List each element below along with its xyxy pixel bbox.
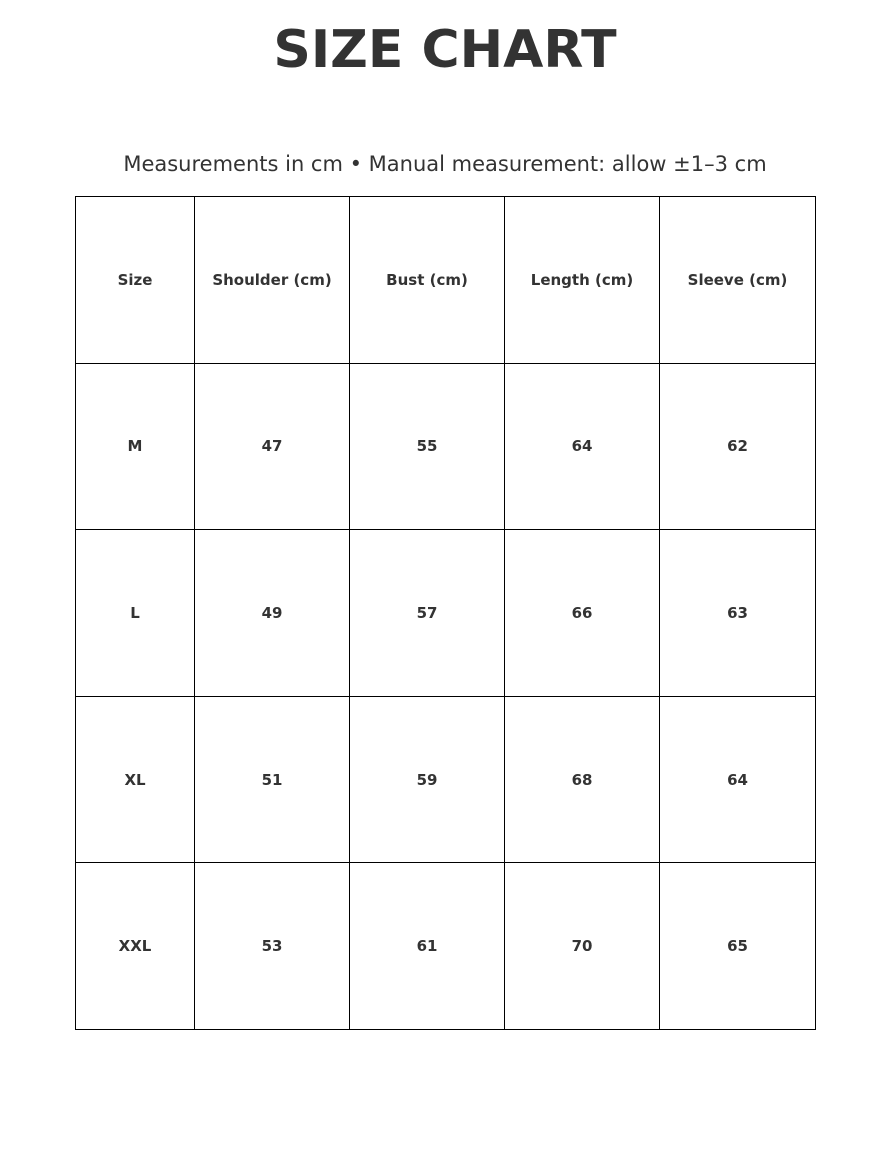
table-row	[76, 530, 816, 697]
page-title: SIZE CHART	[273, 20, 617, 80]
cell-sleeve: 63	[660, 530, 816, 697]
cell-shoulder: 49	[195, 530, 350, 697]
cell-shoulder: 51	[195, 696, 350, 863]
cell-size: M	[76, 363, 195, 530]
cell-length: 66	[505, 530, 660, 697]
cell-size: XL	[76, 696, 195, 863]
cell-size: L	[76, 530, 195, 697]
cell-length: 64	[505, 363, 660, 530]
cell-bust: 59	[350, 696, 505, 863]
cell-sleeve: 65	[660, 863, 816, 1030]
cell-bust: 61	[350, 863, 505, 1030]
table-header-row	[76, 197, 816, 364]
header-shoulder: Shoulder (cm)	[195, 197, 350, 364]
header-length: Length (cm)	[505, 197, 660, 364]
header-bust: Bust (cm)	[350, 197, 505, 364]
cell-bust: 57	[350, 530, 505, 697]
size-chart-table	[75, 196, 816, 1030]
cell-bust: 55	[350, 363, 505, 530]
cell-sleeve: 62	[660, 363, 816, 530]
table-row	[76, 363, 816, 530]
cell-length: 70	[505, 863, 660, 1030]
header-sleeve: Sleeve (cm)	[660, 197, 816, 364]
cell-shoulder: 53	[195, 863, 350, 1030]
cell-shoulder: 47	[195, 363, 350, 530]
cell-sleeve: 64	[660, 696, 816, 863]
measurement-note: Measurements in cm • Manual measurement: allow ±1–3 cm	[123, 152, 767, 176]
header-size: Size	[76, 197, 195, 364]
cell-size: XXL	[76, 863, 195, 1030]
cell-length: 68	[505, 696, 660, 863]
table-row	[76, 696, 816, 863]
table-row	[76, 863, 816, 1030]
